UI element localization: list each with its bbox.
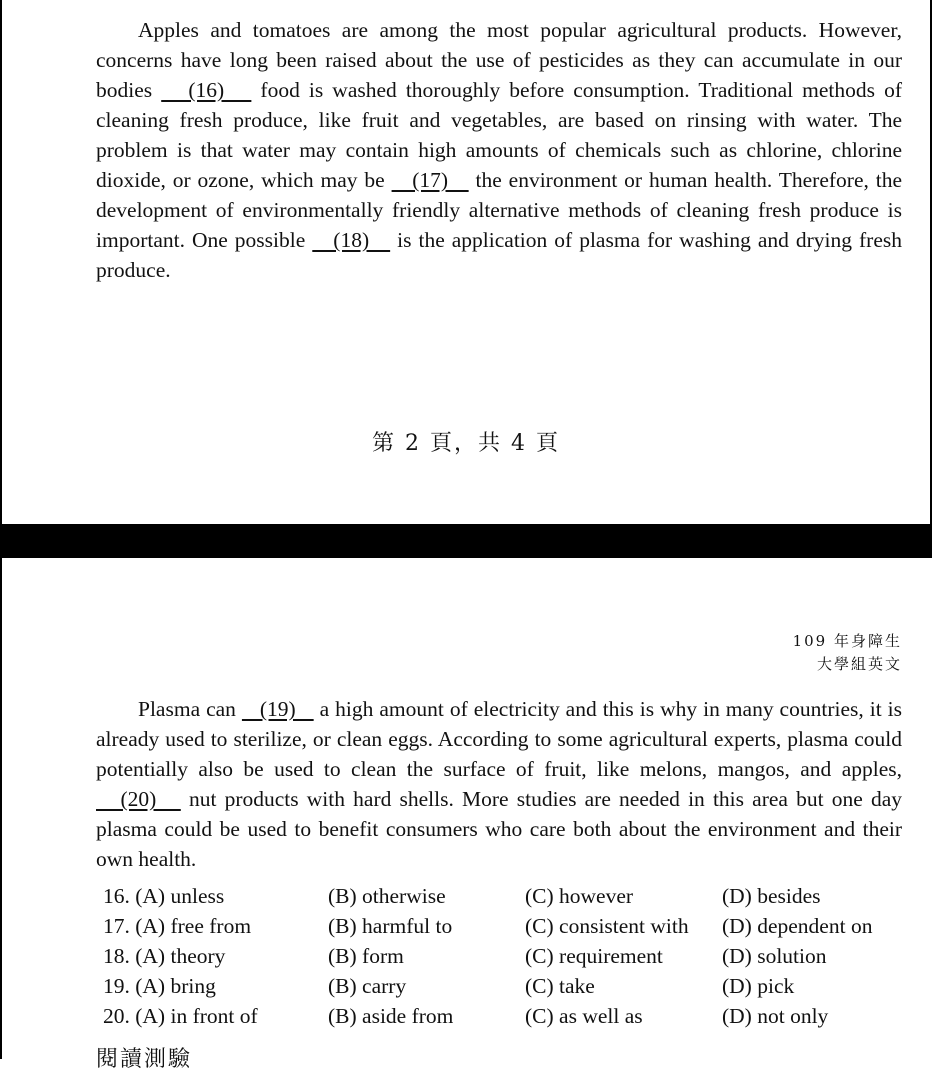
- option-b: (B) form: [328, 944, 404, 968]
- exam-header-line2: 大學組英文: [816, 655, 902, 673]
- option-a: 17. (A) free from: [103, 914, 252, 938]
- option-d: (D) besides: [722, 884, 821, 908]
- option-b: (B) carry: [328, 974, 407, 998]
- option-c: (C) requirement: [525, 944, 663, 968]
- passage-text: Plasma can: [138, 697, 242, 721]
- question-row: [103, 881, 903, 911]
- next-section-heading: 閱讀測驗: [96, 1047, 193, 1072]
- option-b: (B) aside from: [328, 1004, 454, 1028]
- question-row: [103, 971, 903, 1001]
- option-c: (C) consistent with: [525, 914, 689, 938]
- option-d: (D) not only: [722, 1004, 829, 1028]
- blank-18: (18): [312, 228, 391, 252]
- option-c: (C) as well as: [525, 1004, 643, 1028]
- blank-20: (20): [96, 787, 181, 811]
- passage-text: food is washed thoroughly before consumption. Traditional methods of cleaning fresh produce, like fruit and vegetables, are based on rinsing with water. The problem is that water may contain high amounts of chemicals such as chlorine, chlorine dioxide, or ozone, which may be: [96, 78, 902, 192]
- option-d: (D) pick: [722, 974, 795, 998]
- blank-19: (19): [241, 697, 314, 721]
- question-row: [103, 1001, 903, 1031]
- option-b: (B) harmful to: [328, 914, 453, 938]
- option-c: (C) however: [525, 884, 634, 908]
- option-a: 19. (A) bring: [103, 974, 216, 998]
- passage-text: nut products with hard shells. More studies are needed in this area but one day plasma could be used to benefit consumers who care both about the environment and their own health.: [96, 787, 902, 871]
- passage-text: is the application of plasma for washing and drying fresh produce.: [96, 228, 903, 282]
- cloze-passage-part1: [96, 15, 902, 285]
- option-d: (D) solution: [722, 944, 827, 968]
- option-d: (D) dependent on: [722, 914, 873, 938]
- option-a: 16. (A) unless: [103, 884, 225, 908]
- page-separator: [0, 524, 932, 558]
- option-a: 20. (A) in front of: [103, 1004, 258, 1028]
- passage-text: a high amount of electricity and this is why in many countries, it is already used to sterilize, or clean eggs. According to some agricultural experts, plasma could potentially also be used to clean the surface of fruit, like melons, mangos, and apples,: [96, 697, 902, 781]
- option-b: (B) otherwise: [328, 884, 446, 908]
- answer-options: [103, 881, 903, 1031]
- page-number-footer: 第 2 頁，共 4 頁: [372, 431, 560, 456]
- exam-header-line1: 109 年身障生: [792, 632, 902, 650]
- question-row: [103, 941, 903, 971]
- question-row: [103, 911, 903, 941]
- blank-16: (16): [161, 78, 252, 102]
- cloze-passage-part2: [96, 694, 902, 874]
- option-a: 18. (A) theory: [103, 944, 226, 968]
- exam-header: [793, 630, 902, 676]
- option-c: (C) take: [525, 974, 595, 998]
- passage-text: Apples and tomatoes are among the most popular agricultural products. However, concerns have long been raised about the use of pesticides as they can accumulate in our bodies: [96, 18, 902, 102]
- passage-text: the environment or human health. Therefore, the development of environmentally friendly alternative methods of cleaning fresh produce is important. One possible: [96, 168, 902, 252]
- blank-17: (17): [391, 168, 469, 192]
